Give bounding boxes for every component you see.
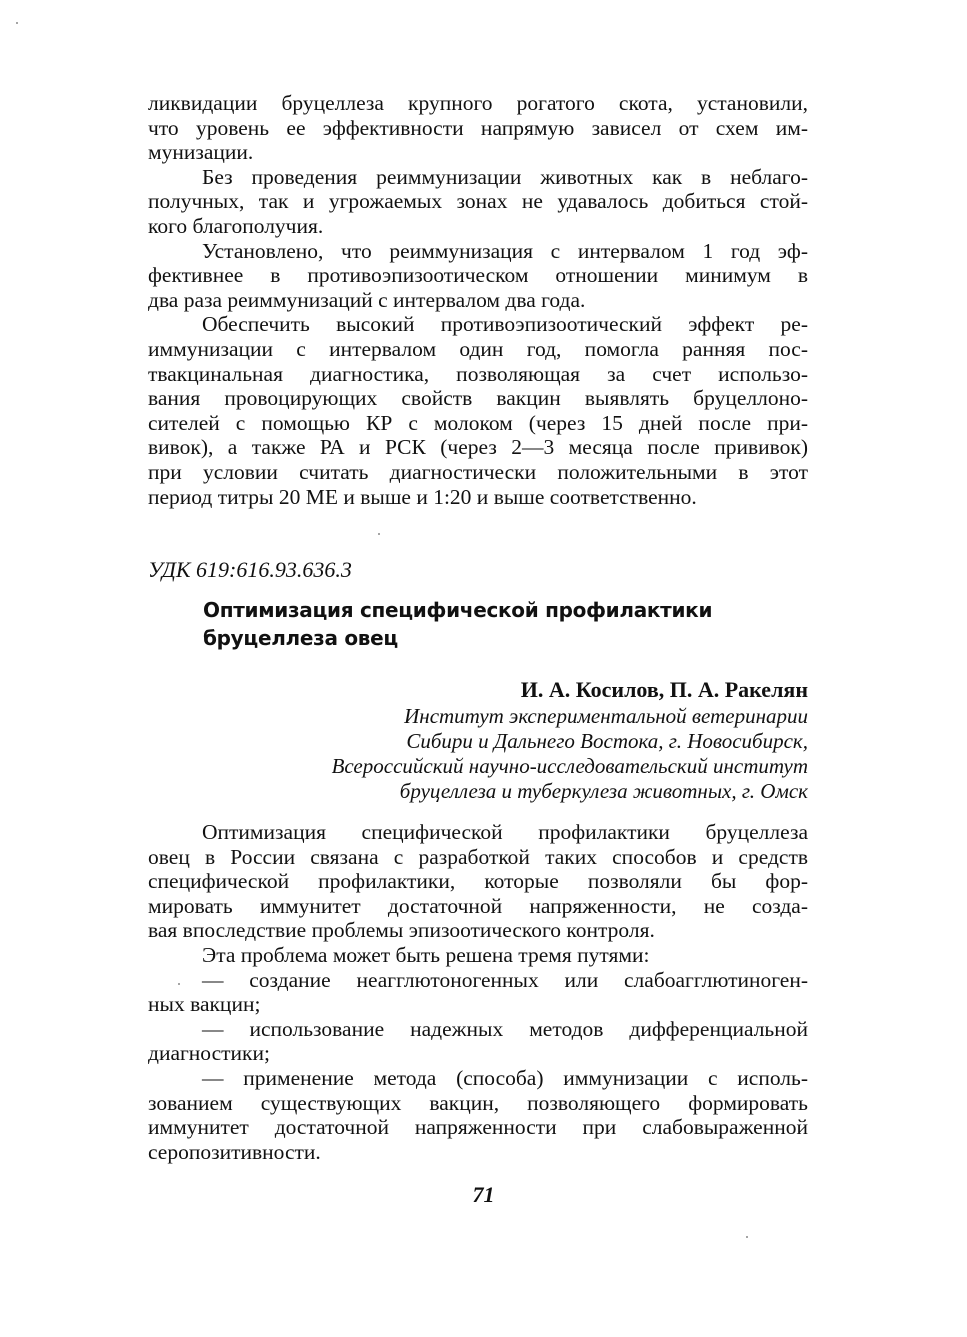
text-line: кого благополучия. — [148, 214, 324, 238]
text-line: ликвидации бруцеллеза крупного рогатого скота, установили, — [148, 91, 808, 115]
text-line: иммунитет достаточной напряженности при слабовыраженной — [148, 1115, 808, 1140]
text-line: ных вакцин; — [148, 992, 261, 1017]
text-line: мировать иммунитет достаточной напряженности, не созда- — [148, 893, 808, 918]
text-line: овец в России связана с разработкой таких способов и средств — [148, 844, 808, 869]
text-line: специфической профилактики, которые позволяли бы фор- — [148, 869, 808, 894]
text-line: — создание неагглютоногенных или слабоагглютиноген- — [202, 967, 808, 992]
text-line: два раза реиммунизаций с интервалом два года. — [148, 287, 586, 312]
title-line: бруцеллеза овец — [203, 626, 398, 650]
text-line: серопозитивности. — [148, 1139, 321, 1164]
text-line: Оптимизация специфической профилактики бруцеллеза — [202, 820, 808, 844]
article-title — [203, 596, 723, 652]
scan-speck — [378, 533, 380, 535]
authors: И. А. Косилов, П. А. Ракелян — [520, 677, 808, 702]
text-line: вивок), а также РА и РСК (через 2—3 месяца после прививок) — [148, 435, 808, 460]
text-line: Без проведения реиммунизации животных как в неблаго- — [202, 164, 808, 189]
text-line: при условии считать диагностически положительными в этот — [148, 460, 808, 484]
text-line: мунизации. — [148, 140, 254, 165]
page-number: 71 — [472, 1182, 495, 1207]
text-line: иммунизации с интервалом один год, помогла ранняя пос- — [148, 337, 808, 361]
affiliation-line: Сибири и Дальнего Востока, г. Новосибирск, — [406, 729, 808, 753]
text-line: что уровень ее эффективности напрямую зависел от схем им- — [148, 115, 808, 140]
text-line: диагностики; — [148, 1041, 270, 1066]
udc-code: УДК 619:616.93.636.3 — [148, 557, 352, 582]
scan-speck — [746, 1236, 748, 1238]
text-line: период титры 20 МЕ и выше и 1:20 и выше соответственно. — [148, 484, 697, 509]
affiliation-line: Институт экспериментальной ветеринарии — [404, 704, 808, 728]
text-line: вая впоследствие проблемы эпизоотического контроля. — [148, 918, 655, 943]
affiliation-line: Всероссийский научно-исследовательский институт — [331, 754, 808, 778]
text-line: Эта проблема может быть решена тремя путями: — [202, 943, 650, 967]
body-paragraphs — [148, 820, 808, 1170]
text-line: — использование надежных методов дифференциальной — [202, 1016, 808, 1041]
text-line: зованием существующих вакцин, позволяющего формировать — [148, 1090, 808, 1115]
text-line: Обеспечить высокий противоэпизоотический эффект ре- — [202, 312, 808, 337]
scan-speck — [16, 22, 18, 24]
scan-speck — [178, 983, 180, 985]
text-line: сителей с помощью КР с молоком (через 15 дней после при- — [148, 410, 808, 435]
top-paragraphs — [148, 91, 808, 521]
text-line: получных, так и угрожаемых зонах не удавалось добиться стой- — [148, 189, 808, 214]
title-line: Оптимизация специфической профилактики — [203, 598, 713, 622]
text-line: фективнее в противоэпизоотическом отношении минимум в — [148, 263, 808, 288]
text-line: твакцинальная диагностика, позволяющая за счет использо- — [148, 361, 808, 386]
text-line: — применение метода (способа) иммунизации с исполь- — [202, 1066, 808, 1090]
text-line: вания провоцирующих свойств вакцин выявлять бруцеллоно- — [148, 386, 808, 411]
text-line: Установлено, что реиммунизация с интервалом 1 год эф- — [202, 238, 808, 263]
affiliation-line: бруцеллеза и туберкулеза животных, г. Омск — [399, 779, 808, 803]
